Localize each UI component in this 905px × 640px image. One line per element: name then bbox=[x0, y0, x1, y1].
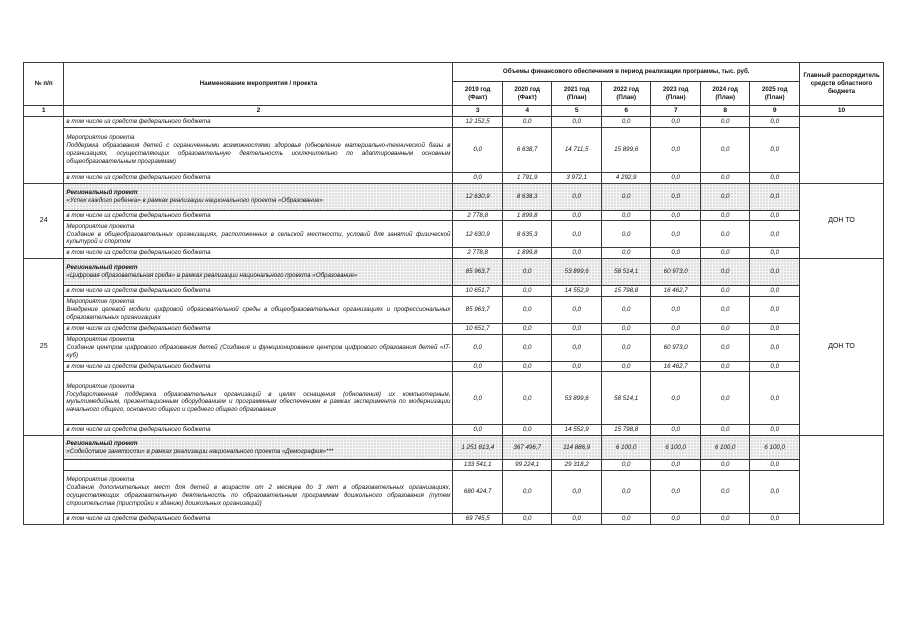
value-cell: 133 541,1 bbox=[453, 460, 503, 471]
value-cell: 2 778,8 bbox=[453, 210, 503, 221]
column-number: 7 bbox=[651, 106, 701, 117]
value-cell: 14 711,5 bbox=[552, 127, 602, 172]
value-cell: 0,0 bbox=[651, 172, 701, 183]
activity-description: «Содействие занятости» в рамках реализации национального проекта «Демография»*** bbox=[66, 447, 334, 455]
value-cell: 1 251 813,4 bbox=[453, 436, 503, 460]
value-cell: 0,0 bbox=[750, 323, 800, 334]
value-cell: 0,0 bbox=[750, 117, 800, 128]
column-number: 5 bbox=[552, 106, 602, 117]
activity-description: Создание дополнительных мест для детей в возрасте от 2 месяцев до 3 лет в образовательных организациях, осуществляющих образовательную деятельность по образовательным программам дошкольного образования (путем строительства (пристройки к зданию) дошкольных организаций) bbox=[66, 484, 451, 507]
header-year: 2025 год (План) bbox=[750, 82, 800, 106]
value-cell: 16 462,7 bbox=[651, 286, 701, 297]
activity-name: в том числе из средств федерального бюджета bbox=[64, 361, 453, 372]
budget-table bbox=[23, 62, 884, 525]
value-cell: 0,0 bbox=[601, 513, 651, 524]
value-cell: 0,0 bbox=[601, 221, 651, 248]
row-number: 25 bbox=[24, 259, 64, 436]
activity-name: в том числе из средств федерального бюджета bbox=[64, 210, 453, 221]
value-cell: 6 100,0 bbox=[700, 436, 750, 460]
activity-title: Мероприятие проекта bbox=[66, 134, 135, 142]
activity-description: Создание центров цифрового образования детей (Создание и функционирование центров цифрового образования детей «IT-куб) bbox=[66, 343, 451, 359]
column-number: 6 bbox=[601, 106, 651, 117]
value-cell: 12 630,9 bbox=[453, 183, 503, 210]
value-cell: 0,0 bbox=[750, 127, 800, 172]
value-cell: 4 292,9 bbox=[601, 172, 651, 183]
header-volumes: Объемы финансового обеспечения в период реализации программы, тыс. руб. bbox=[453, 63, 800, 82]
value-cell: 15 899,6 bbox=[601, 127, 651, 172]
value-cell: 0,0 bbox=[700, 286, 750, 297]
distributor-cell bbox=[800, 436, 884, 525]
activity-name bbox=[64, 296, 453, 323]
value-cell: 1 899,8 bbox=[502, 210, 552, 221]
value-cell: 0,0 bbox=[651, 210, 701, 221]
value-cell: 0,0 bbox=[552, 296, 602, 323]
value-cell: 0,0 bbox=[601, 183, 651, 210]
value-cell: 0,0 bbox=[700, 425, 750, 436]
value-cell: 0,0 bbox=[601, 323, 651, 334]
value-cell: 0,0 bbox=[750, 248, 800, 259]
value-cell: 0,0 bbox=[700, 513, 750, 524]
column-number: 8 bbox=[700, 106, 750, 117]
value-cell: 0,0 bbox=[700, 259, 750, 286]
table-row bbox=[24, 127, 884, 172]
table-row bbox=[24, 248, 884, 259]
activity-name bbox=[64, 183, 453, 210]
value-cell: 0,0 bbox=[700, 221, 750, 248]
value-cell: 0,0 bbox=[552, 470, 602, 513]
activity-title: Мероприятие проекта bbox=[66, 298, 135, 306]
value-cell: 0,0 bbox=[750, 361, 800, 372]
table-row bbox=[24, 460, 884, 471]
value-cell: 16 462,7 bbox=[651, 361, 701, 372]
table-row bbox=[24, 259, 884, 286]
column-number: 9 bbox=[750, 106, 800, 117]
value-cell: 0,0 bbox=[700, 361, 750, 372]
table-row bbox=[24, 361, 884, 372]
table-row bbox=[24, 470, 884, 513]
value-cell: 0,0 bbox=[750, 470, 800, 513]
value-cell: 0,0 bbox=[502, 361, 552, 372]
value-cell: 0,0 bbox=[601, 210, 651, 221]
value-cell: 0,0 bbox=[651, 323, 701, 334]
activity-name: в том числе из средств федерального бюджета bbox=[64, 425, 453, 436]
column-number: 1 bbox=[24, 106, 64, 117]
value-cell: 29 318,2 bbox=[552, 460, 602, 471]
value-cell: 0,0 bbox=[651, 296, 701, 323]
header-name: Наименование мероприятия / проекта bbox=[64, 63, 453, 106]
value-cell: 6 100,0 bbox=[750, 436, 800, 460]
value-cell: 0,0 bbox=[502, 334, 552, 361]
value-cell: 0,0 bbox=[453, 172, 503, 183]
column-number: 4 bbox=[502, 106, 552, 117]
table-row bbox=[24, 513, 884, 524]
table-row bbox=[24, 117, 884, 128]
value-cell: 0,0 bbox=[552, 513, 602, 524]
value-cell: 0,0 bbox=[453, 372, 503, 425]
table-row bbox=[24, 436, 884, 460]
value-cell: 0,0 bbox=[750, 183, 800, 210]
value-cell: 10 651,7 bbox=[453, 286, 503, 297]
value-cell: 0,0 bbox=[700, 334, 750, 361]
value-cell: 1 791,9 bbox=[502, 172, 552, 183]
value-cell: 0,0 bbox=[750, 296, 800, 323]
value-cell: 0,0 bbox=[502, 470, 552, 513]
value-cell: 0,0 bbox=[453, 425, 503, 436]
activity-name: в том числе из средств федерального бюджета bbox=[64, 248, 453, 259]
value-cell: 0,0 bbox=[651, 425, 701, 436]
value-cell: 53 899,6 bbox=[552, 259, 602, 286]
row-number: 24 bbox=[24, 183, 64, 259]
value-cell: 53 899,6 bbox=[552, 372, 602, 425]
table-row bbox=[24, 172, 884, 183]
value-cell: 0,0 bbox=[651, 460, 701, 471]
table-row bbox=[24, 221, 884, 248]
activity-name bbox=[64, 334, 453, 361]
value-cell: 0,0 bbox=[750, 221, 800, 248]
value-cell: 0,0 bbox=[700, 127, 750, 172]
value-cell: 0,0 bbox=[601, 296, 651, 323]
value-cell: 0,0 bbox=[502, 425, 552, 436]
value-cell: 0,0 bbox=[453, 127, 503, 172]
value-cell: 0,0 bbox=[750, 372, 800, 425]
column-number: 3 bbox=[453, 106, 503, 117]
value-cell: 60 973,0 bbox=[651, 334, 701, 361]
table-row bbox=[24, 296, 884, 323]
value-cell: 0,0 bbox=[651, 248, 701, 259]
value-cell: 0,0 bbox=[700, 248, 750, 259]
row-number bbox=[24, 436, 64, 525]
column-number: 2 bbox=[64, 106, 453, 117]
activity-name bbox=[64, 470, 453, 513]
value-cell: 0,0 bbox=[601, 470, 651, 513]
column-number: 10 bbox=[800, 106, 884, 117]
activity-description: «Успех каждого ребенка» в рамках реализации национального проекта «Образование» bbox=[66, 196, 323, 204]
value-cell: 0,0 bbox=[750, 460, 800, 471]
value-cell: 367 496,7 bbox=[502, 436, 552, 460]
activity-name bbox=[64, 436, 453, 460]
value-cell: 0,0 bbox=[750, 259, 800, 286]
value-cell: 60 973,0 bbox=[651, 259, 701, 286]
header-year: 2019 год (Факт) bbox=[453, 82, 503, 106]
table-body bbox=[24, 117, 884, 525]
value-cell: 0,0 bbox=[700, 296, 750, 323]
value-cell: 0,0 bbox=[700, 210, 750, 221]
value-cell: 0,0 bbox=[552, 323, 602, 334]
activity-title: Мероприятие проекта bbox=[66, 382, 135, 390]
value-cell: 0,0 bbox=[750, 334, 800, 361]
value-cell: 0,0 bbox=[552, 183, 602, 210]
distributor-cell bbox=[800, 117, 884, 184]
value-cell: 6 100,0 bbox=[601, 436, 651, 460]
value-cell: 0,0 bbox=[502, 286, 552, 297]
value-cell: 0,0 bbox=[700, 470, 750, 513]
distributor-cell: ДОН ТО bbox=[800, 259, 884, 436]
value-cell: 0,0 bbox=[750, 172, 800, 183]
header-year: 2022 год (План) bbox=[601, 82, 651, 106]
value-cell: 15 798,8 bbox=[601, 286, 651, 297]
value-cell: 6 638,7 bbox=[502, 127, 552, 172]
value-cell: 0,0 bbox=[601, 334, 651, 361]
activity-name: в том числе из средств федерального бюджета bbox=[64, 513, 453, 524]
value-cell: 0,0 bbox=[552, 361, 602, 372]
value-cell: 0,0 bbox=[700, 172, 750, 183]
value-cell: 0,0 bbox=[601, 248, 651, 259]
activity-name bbox=[64, 221, 453, 248]
value-cell: 8 638,3 bbox=[502, 183, 552, 210]
value-cell: 680 424,7 bbox=[453, 470, 503, 513]
header-year: 2024 год (План) bbox=[700, 82, 750, 106]
activity-description: Поддержка образования детей с ограниченными возможностями здоровья (обновление материально-технической базы в организациях, осуществляющих образовательную деятельность исключительно по адаптированным основным общеобразовательным программам) bbox=[66, 142, 451, 165]
value-cell: 0,0 bbox=[502, 372, 552, 425]
value-cell: 58 514,1 bbox=[601, 259, 651, 286]
value-cell: 0,0 bbox=[750, 286, 800, 297]
value-cell: 0,0 bbox=[700, 183, 750, 210]
value-cell: 0,0 bbox=[552, 210, 602, 221]
value-cell: 0,0 bbox=[700, 372, 750, 425]
table-row bbox=[24, 286, 884, 297]
value-cell: 0,0 bbox=[651, 117, 701, 128]
header-no: № п/п bbox=[24, 63, 64, 106]
value-cell: 99 224,1 bbox=[502, 460, 552, 471]
activity-description: Государственная поддержка образовательных организаций в целях оснащения (обновления) их компьютерным, мультимедийным, презентационным оборудованием и программным обеспечением в рамках эксперимента по модернизации начального общего, основного общего и среднего общего образования bbox=[66, 390, 451, 414]
table-row bbox=[24, 323, 884, 334]
value-cell: 0,0 bbox=[700, 460, 750, 471]
activity-title: Мероприятие проекта bbox=[66, 336, 135, 344]
value-cell: 0,0 bbox=[552, 117, 602, 128]
value-cell: 0,0 bbox=[651, 183, 701, 210]
value-cell: 1 899,8 bbox=[502, 248, 552, 259]
value-cell: 0,0 bbox=[651, 513, 701, 524]
value-cell: 3 972,1 bbox=[552, 172, 602, 183]
value-cell: 0,0 bbox=[552, 221, 602, 248]
value-cell: 0,0 bbox=[502, 296, 552, 323]
value-cell: 0,0 bbox=[651, 127, 701, 172]
row-number bbox=[24, 117, 64, 184]
activity-name: в том числе из средств федерального бюджета bbox=[64, 323, 453, 334]
value-cell: 15 798,8 bbox=[601, 425, 651, 436]
value-cell: 12 152,5 bbox=[453, 117, 503, 128]
value-cell: 0,0 bbox=[601, 361, 651, 372]
value-cell: 2 778,8 bbox=[453, 248, 503, 259]
table-row bbox=[24, 334, 884, 361]
table-row bbox=[24, 210, 884, 221]
distributor-cell: ДОН ТО bbox=[800, 183, 884, 259]
value-cell: 0,0 bbox=[502, 513, 552, 524]
value-cell: 114 886,9 bbox=[552, 436, 602, 460]
value-cell: 0,0 bbox=[601, 460, 651, 471]
value-cell: 0,0 bbox=[552, 334, 602, 361]
activity-name: в том числе из средств федерального бюджета bbox=[64, 117, 453, 128]
value-cell: 12 630,9 bbox=[453, 221, 503, 248]
activity-title: Мероприятие проекта bbox=[66, 222, 135, 230]
value-cell: 0,0 bbox=[750, 425, 800, 436]
activity-description: Внедрение целевой модели цифровой образовательной среды в общеобразовательных организациях и профессиональных образовательных организациях bbox=[66, 306, 451, 321]
value-cell: 14 552,9 bbox=[552, 425, 602, 436]
header-distributor: Главный распорядитель средств областного бюджета bbox=[800, 63, 884, 106]
activity-title: Региональный проект bbox=[66, 264, 138, 272]
activity-name: в том числе из средств федерального бюджета bbox=[64, 286, 453, 297]
value-cell: 0,0 bbox=[750, 210, 800, 221]
value-cell: 0,0 bbox=[552, 248, 602, 259]
value-cell: 0,0 bbox=[651, 221, 701, 248]
table-row bbox=[24, 183, 884, 210]
value-cell: 14 552,9 bbox=[552, 286, 602, 297]
table-row bbox=[24, 425, 884, 436]
value-cell: 8 635,3 bbox=[502, 221, 552, 248]
value-cell: 0,0 bbox=[502, 323, 552, 334]
value-cell: 0,0 bbox=[601, 117, 651, 128]
value-cell: 85 963,7 bbox=[453, 259, 503, 286]
value-cell: 0,0 bbox=[453, 334, 503, 361]
activity-title: Мероприятие проекта bbox=[66, 476, 135, 484]
activity-name bbox=[64, 259, 453, 286]
activity-title: Региональный проект bbox=[66, 188, 138, 196]
activity-name bbox=[64, 127, 453, 172]
activity-description: «Цифровая образовательная среда» в рамках реализации национального проекта «Образование» bbox=[66, 272, 358, 280]
activity-name: в том числе из средств федерального бюджета bbox=[64, 172, 453, 183]
value-cell: 0,0 bbox=[750, 513, 800, 524]
value-cell: 0,0 bbox=[453, 361, 503, 372]
value-cell: 85 963,7 bbox=[453, 296, 503, 323]
value-cell: 6 100,0 bbox=[651, 436, 701, 460]
value-cell: 0,0 bbox=[502, 259, 552, 286]
activity-name bbox=[64, 372, 453, 425]
value-cell: 0,0 bbox=[700, 323, 750, 334]
header-year: 2023 год (План) bbox=[651, 82, 701, 106]
activity-title: Региональный проект bbox=[66, 439, 138, 447]
value-cell: 0,0 bbox=[700, 117, 750, 128]
value-cell: 0,0 bbox=[651, 372, 701, 425]
value-cell: 69 745,5 bbox=[453, 513, 503, 524]
table-row bbox=[24, 372, 884, 425]
value-cell: 58 514,1 bbox=[601, 372, 651, 425]
header-year: 2021 год (План) bbox=[552, 82, 602, 106]
value-cell: 10 651,7 bbox=[453, 323, 503, 334]
header-year: 2020 год (Факт) bbox=[502, 82, 552, 106]
activity-name bbox=[64, 460, 453, 471]
activity-description: Создание в общеобразовательных организациях, расположенных в сельской местности, условий для занятий физической культурой и спортом bbox=[66, 230, 451, 246]
value-cell: 0,0 bbox=[651, 470, 701, 513]
value-cell: 0,0 bbox=[502, 117, 552, 128]
